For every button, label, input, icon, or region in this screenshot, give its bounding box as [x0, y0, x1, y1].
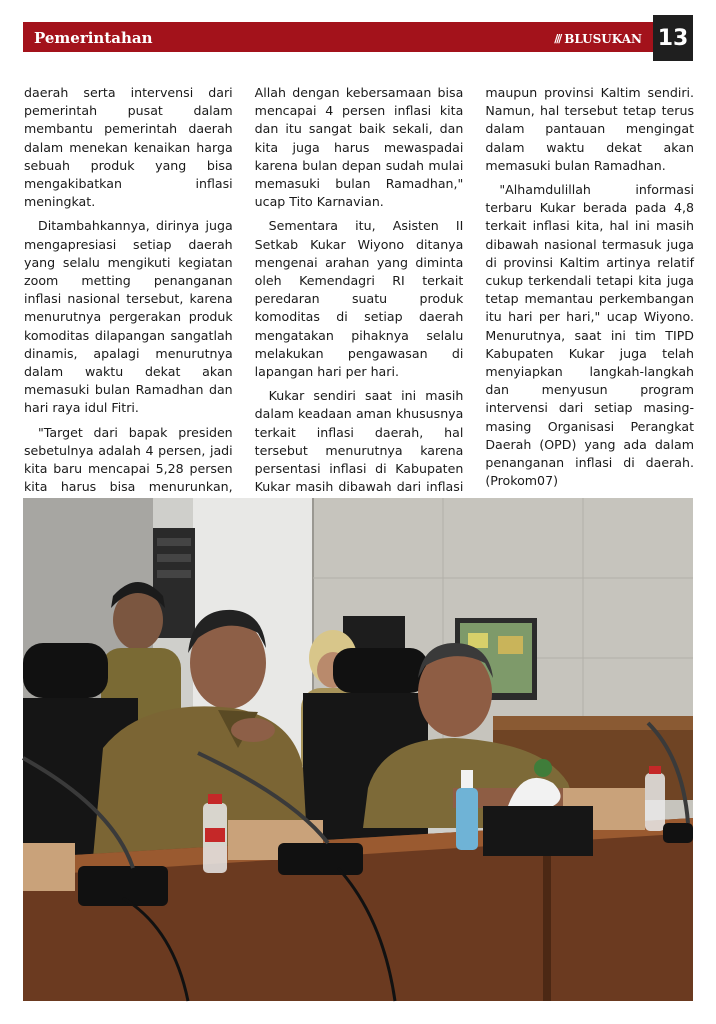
meeting-photo	[23, 498, 693, 1001]
paragraph: daerah serta intervensi dari pemerintah pusat dalam membantu pemerintah daerah dalam menekan kenaikan harga sebuah produk yang bisa mengakibatkan inflasi meningkat.	[24, 85, 233, 210]
paragraph: "Alhamdulillah informasi terbaru Kukar berada pada 4,8 terkait inflasi kita, hal ini masih dibawah nasional termasuk juga di provinsi Kaltim artinya relatif cukup terkendali tetapi kita juga tetap memantau perkembangan itu hari per hari," ucap Wiyono. Menurutnya, saat ini tim TIPD Kabupaten Kukar juga telah menyiapkan langkah-langkah dan menyusun program intervensi dari setiap masing-masing Organisasi Perangkat Daerah (OPD) yang ada dalam penanganan inflasi di daerah. (Prokom07)	[485, 182, 695, 489]
paragraph: Sementara itu, Asisten II Setkab Kukar Wiyono ditanya mengenai arahan yang diminta oleh Kemendagri RI terkait peredaran suatu produk komoditas di setiap daerah mengatakan pihaknya selalu melakukan pengawasan di lapangan hari per hari.	[254, 218, 464, 380]
brand-text: BLUSUKAN	[564, 32, 642, 46]
article-column-1	[24, 84, 233, 495]
paragraph: "Target dari bapak presiden sebetulnya adalah 4 persen, jadi kita baru mencapai 5,28 persen kita harus bisa menurunkan,	[24, 424, 233, 495]
stripes-icon: ///	[554, 32, 561, 45]
article-body	[24, 84, 695, 495]
paragraph: Ditambahkannya, dirinya juga mengapresiasi setiap daerah yang selalu mengikuti kegiatan zoom metting penanganan inflasi nasional tersebut, karena menurutnya pergerakan produk komoditas dilapangan sangatlah dinamis, apalagi menurutnya dalam waktu dekat akan memasuki bulan Ramadhan dan hari raya idul Fitri.	[24, 218, 233, 416]
page-number: 13	[653, 15, 693, 61]
paragraph: Allah dengan kebersamaan bisa mencapai 4 persen inflasi kita dan itu sangat baik sekali, dan kita juga harus mewaspadai karena bulan depan sudah mulai memasuki bulan Ramadhan," ucap Tito Karnavian.	[254, 85, 464, 210]
brand-label	[554, 31, 642, 47]
article-column-3	[485, 84, 694, 489]
meeting-photo-illustration	[23, 498, 693, 1001]
paragraph: Kukar sendiri saat ini masih dalam keadaan aman khususnya terkait inflasi daerah, hal tersebut menurutnya karena persentasi inflasi di Kabupaten Kukar masih dibawah dari inflasi	[254, 388, 464, 495]
article-column-2	[254, 84, 464, 495]
paragraph: maupun provinsi Kaltim sendiri. Namun, hal tersebut tetap terus dalam pantauan mengingat dalam waktu dekat akan memasuki bulan Ramadhan.	[485, 85, 695, 173]
section-title: Pemerintahan	[34, 29, 153, 47]
